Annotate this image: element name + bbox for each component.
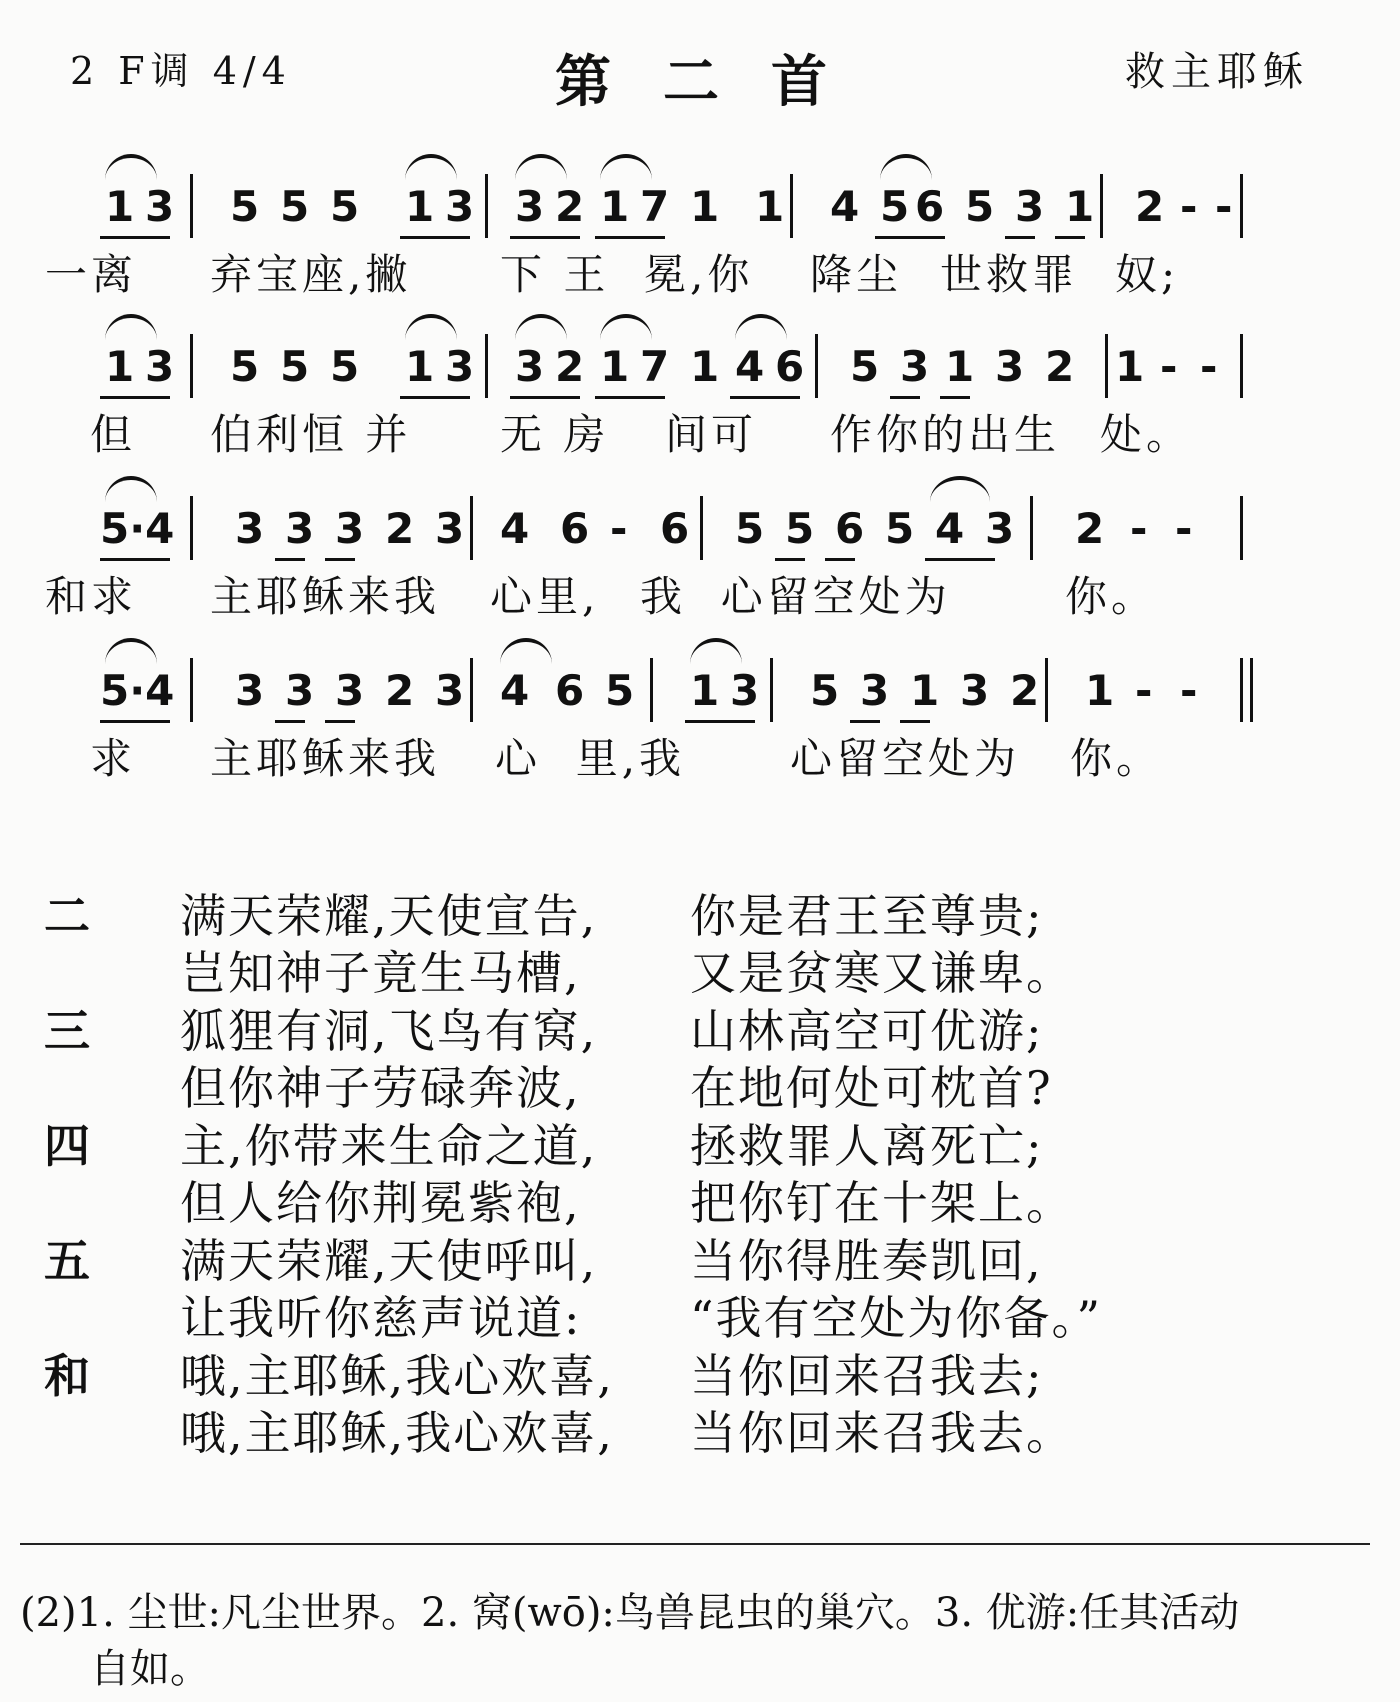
note: - <box>1180 182 1198 231</box>
note: 3 <box>860 666 890 715</box>
note: 3 <box>730 666 760 715</box>
verse-line-second-half: 又是贫寒又谦卑。 <box>690 946 1074 1000</box>
note: 4 <box>935 504 965 553</box>
note: 5 <box>230 342 260 391</box>
barline <box>700 496 703 560</box>
slur <box>105 476 157 502</box>
note: 3 <box>145 182 175 231</box>
slur <box>105 154 157 180</box>
note: 4 <box>500 666 530 715</box>
lyric-segment: 主耶稣来我 <box>210 734 441 783</box>
beam-underline <box>275 558 305 561</box>
note: 6 <box>775 342 805 391</box>
note: - <box>610 504 628 553</box>
beam-underline <box>325 720 355 723</box>
barline <box>470 496 473 560</box>
lyric-segment: 降尘 <box>810 250 903 299</box>
note: 2 <box>1135 182 1165 231</box>
note: - <box>1200 342 1218 391</box>
lyric-segment: 心里, <box>490 572 600 621</box>
note: - <box>1135 666 1153 715</box>
verse-line-second-half: “我有空处为你备。” <box>690 1291 1103 1345</box>
verse-line-first-half: 满天荣耀,天使呼叫, <box>180 1234 598 1288</box>
slur <box>930 476 990 502</box>
note: 3 <box>960 666 990 715</box>
verse-line-first-half: 但你神子劳碌奔波, <box>180 1061 581 1115</box>
music-row <box>0 462 1400 562</box>
note: 6 <box>835 504 865 553</box>
beam-underline <box>100 720 170 723</box>
beam-underline <box>925 558 995 561</box>
verse-number: 五 <box>44 1234 90 1288</box>
lyric-segment: 下 王 冕,你 <box>500 250 754 299</box>
lyric-segment: 间可 <box>665 410 758 459</box>
lyric-segment: 弃宝座,撇 <box>210 250 412 299</box>
note: 1 <box>755 182 785 231</box>
footnote-line-2: 自如。 <box>90 1646 210 1692</box>
note: 5 <box>885 504 915 553</box>
note: 2 <box>385 504 415 553</box>
barline <box>1105 334 1108 398</box>
note: 5 <box>850 342 880 391</box>
verse-number: 和 <box>44 1349 90 1403</box>
verse-line-second-half: 把你钉在十架上。 <box>690 1176 1074 1230</box>
note: 7 <box>640 182 670 231</box>
hymn-name: 救主耶稣 <box>1125 49 1309 95</box>
barline <box>485 174 488 238</box>
note: 3 <box>985 504 1015 553</box>
barline <box>470 658 473 722</box>
note: 1 <box>1085 666 1115 715</box>
note: 6 <box>560 504 590 553</box>
beam-underline <box>775 558 805 561</box>
note: - <box>1175 504 1193 553</box>
verse-number: 二 <box>44 889 90 943</box>
beam-underline <box>850 720 880 723</box>
slur <box>880 154 932 180</box>
beam-underline <box>100 236 170 239</box>
slur <box>600 314 652 340</box>
note: 1 <box>1065 182 1095 231</box>
note: 5 <box>880 182 910 231</box>
music-row <box>0 140 1400 240</box>
verse-line-first-half: 狐狸有洞,飞鸟有窝, <box>180 1004 598 1058</box>
slur <box>690 638 742 664</box>
lyric-segment: 奴; <box>1115 250 1180 299</box>
note: 3 <box>515 342 545 391</box>
verse-line-first-half: 哦,主耶稣,我心欢喜, <box>180 1349 614 1403</box>
slur <box>600 154 652 180</box>
slur <box>515 154 567 180</box>
note: 3 <box>235 504 265 553</box>
slur <box>515 314 567 340</box>
slur <box>105 314 157 340</box>
note: 1 <box>405 342 435 391</box>
barline <box>815 334 818 398</box>
verse-line-second-half: 山林高空可优游; <box>690 1004 1044 1058</box>
footnote-line-1: (2)1. 尘世:凡尘世界。2. 窝(wō):鸟兽昆虫的巢穴。3. 优游:任其活动 <box>20 1590 1240 1636</box>
note: - <box>1180 666 1198 715</box>
note: 5 <box>785 504 815 553</box>
verse-line-first-half: 但人给你荆冕紫袍, <box>180 1176 581 1230</box>
verse-line-second-half: 在地何处可枕首? <box>690 1061 1053 1115</box>
note: 5 <box>280 342 310 391</box>
note: 5 <box>330 342 360 391</box>
lyric-segment: 我 心留空处为 <box>640 572 951 621</box>
beam-underline <box>400 236 470 239</box>
note: 1 <box>600 342 630 391</box>
note: 2 <box>555 182 585 231</box>
note: 1 <box>690 182 720 231</box>
note: 6 <box>915 182 945 231</box>
barline <box>1045 658 1048 722</box>
note: 3 <box>285 666 315 715</box>
note: - <box>1160 342 1178 391</box>
verse-line-second-half: 你是君王至尊贵; <box>690 889 1044 943</box>
key-signature: 2 F调 4/4 <box>70 49 292 93</box>
note: 5 <box>605 666 635 715</box>
note: 5·4 <box>100 666 175 715</box>
verse-line-second-half: 拯救罪人离死亡; <box>690 1119 1044 1173</box>
note: 3 <box>285 504 315 553</box>
note: 5 <box>330 182 360 231</box>
beam-underline <box>510 236 580 239</box>
note: 3 <box>515 182 545 231</box>
note: 3 <box>445 182 475 231</box>
barline <box>770 658 773 722</box>
beam-underline <box>825 558 855 561</box>
lyric-segment: 主耶稣来我 <box>210 572 441 621</box>
beam-underline <box>890 396 920 399</box>
note: 3 <box>335 504 365 553</box>
barline <box>1250 658 1253 722</box>
note: 5·4 <box>100 504 175 553</box>
beam-underline <box>325 558 355 561</box>
slur <box>405 314 457 340</box>
page-title: 第二首 <box>555 49 879 115</box>
beam-underline <box>940 396 970 399</box>
beam-underline <box>275 720 305 723</box>
lyric-segment: 心 里,我 <box>495 734 686 783</box>
lyric-segment: 求 <box>90 734 137 783</box>
barline <box>650 658 653 722</box>
verse-number: 三 <box>44 1004 90 1058</box>
lyric-segment: 世救罪 <box>940 250 1079 299</box>
beam-underline <box>400 396 470 399</box>
note: 1 <box>690 666 720 715</box>
footnote-divider <box>20 1543 1370 1545</box>
verse-line-first-half: 哦,主耶稣,我心欢喜, <box>180 1406 614 1460</box>
barline <box>1240 334 1243 398</box>
slur <box>105 638 157 664</box>
verse-number: 四 <box>44 1119 90 1173</box>
beam-underline <box>875 236 945 239</box>
note: 7 <box>640 342 670 391</box>
beam-underline <box>685 720 755 723</box>
beam-underline <box>1005 236 1035 239</box>
note: 1 <box>910 666 940 715</box>
lyric-segment: 伯利恒 并 <box>210 410 412 459</box>
note: 2 <box>1010 666 1040 715</box>
verse-line-second-half: 当你回来召我去。 <box>690 1406 1074 1460</box>
barline <box>485 334 488 398</box>
note: - <box>1215 182 1233 231</box>
music-row <box>0 300 1400 400</box>
lyric-segment: 和求 <box>45 572 138 621</box>
verse-line-first-half: 满天荣耀,天使宣告, <box>180 889 598 943</box>
note: 3 <box>435 504 465 553</box>
lyric-segment: 心留空处为 <box>790 734 1021 783</box>
beam-underline <box>100 396 170 399</box>
beam-underline <box>595 396 665 399</box>
barline <box>790 174 793 238</box>
lyric-segment: 你。 <box>1065 572 1158 621</box>
note: 3 <box>435 666 465 715</box>
verse-line-second-half: 当你回来召我去; <box>690 1349 1044 1403</box>
footnote <box>20 1585 1380 1697</box>
lyric-segment: 但 <box>90 410 137 459</box>
note: 5 <box>810 666 840 715</box>
lyric-segment: 处。 <box>1100 410 1193 459</box>
lyric-segment: 一离 <box>45 250 138 299</box>
verse-line-first-half: 主,你带来生命之道, <box>180 1119 598 1173</box>
barline <box>190 496 193 560</box>
slur <box>735 314 787 340</box>
note: 1 <box>1115 342 1145 391</box>
slur <box>405 154 457 180</box>
note: 5 <box>280 182 310 231</box>
verse-line-first-half: 让我听你慈声说道: <box>180 1291 582 1345</box>
note: 1 <box>945 342 975 391</box>
slur <box>500 638 552 664</box>
note: 4 <box>735 342 765 391</box>
note: - <box>1130 504 1148 553</box>
note: 3 <box>335 666 365 715</box>
note: 1 <box>405 182 435 231</box>
beam-underline <box>595 236 665 239</box>
lyric-segment: 你。 <box>1070 734 1163 783</box>
barline <box>1240 658 1243 722</box>
note: 6 <box>660 504 690 553</box>
barline <box>190 334 193 398</box>
barline <box>190 174 193 238</box>
note: 1 <box>690 342 720 391</box>
barline <box>1100 174 1103 238</box>
beam-underline <box>100 558 170 561</box>
note: 4 <box>500 504 530 553</box>
barline <box>1030 496 1033 560</box>
note: 2 <box>1075 504 1105 553</box>
verse-line-second-half: 当你得胜奏凯回, <box>690 1234 1043 1288</box>
note: 3 <box>145 342 175 391</box>
note: 2 <box>385 666 415 715</box>
barline <box>190 658 193 722</box>
beam-underline <box>900 720 930 723</box>
note: 2 <box>1045 342 1075 391</box>
barline <box>1240 174 1243 238</box>
note: 3 <box>445 342 475 391</box>
beam-underline <box>510 396 580 399</box>
note: 1 <box>105 182 135 231</box>
note: 1 <box>105 342 135 391</box>
note: 5 <box>965 182 995 231</box>
lyric-segment: 作你的出生 <box>830 410 1061 459</box>
barline <box>1240 496 1243 560</box>
beam-underline <box>1055 236 1085 239</box>
note: 3 <box>995 342 1025 391</box>
beam-underline <box>730 396 800 399</box>
note: 5 <box>735 504 765 553</box>
note: 3 <box>900 342 930 391</box>
note: 6 <box>555 666 585 715</box>
verse-line-first-half: 岂知神子竟生马槽, <box>180 946 581 1000</box>
music-row <box>0 624 1400 724</box>
lyric-segment: 无 房 <box>500 410 610 459</box>
note: 1 <box>600 182 630 231</box>
note: 5 <box>230 182 260 231</box>
note: 2 <box>555 342 585 391</box>
note: 3 <box>1015 182 1045 231</box>
note: 4 <box>830 182 860 231</box>
note: 3 <box>235 666 265 715</box>
